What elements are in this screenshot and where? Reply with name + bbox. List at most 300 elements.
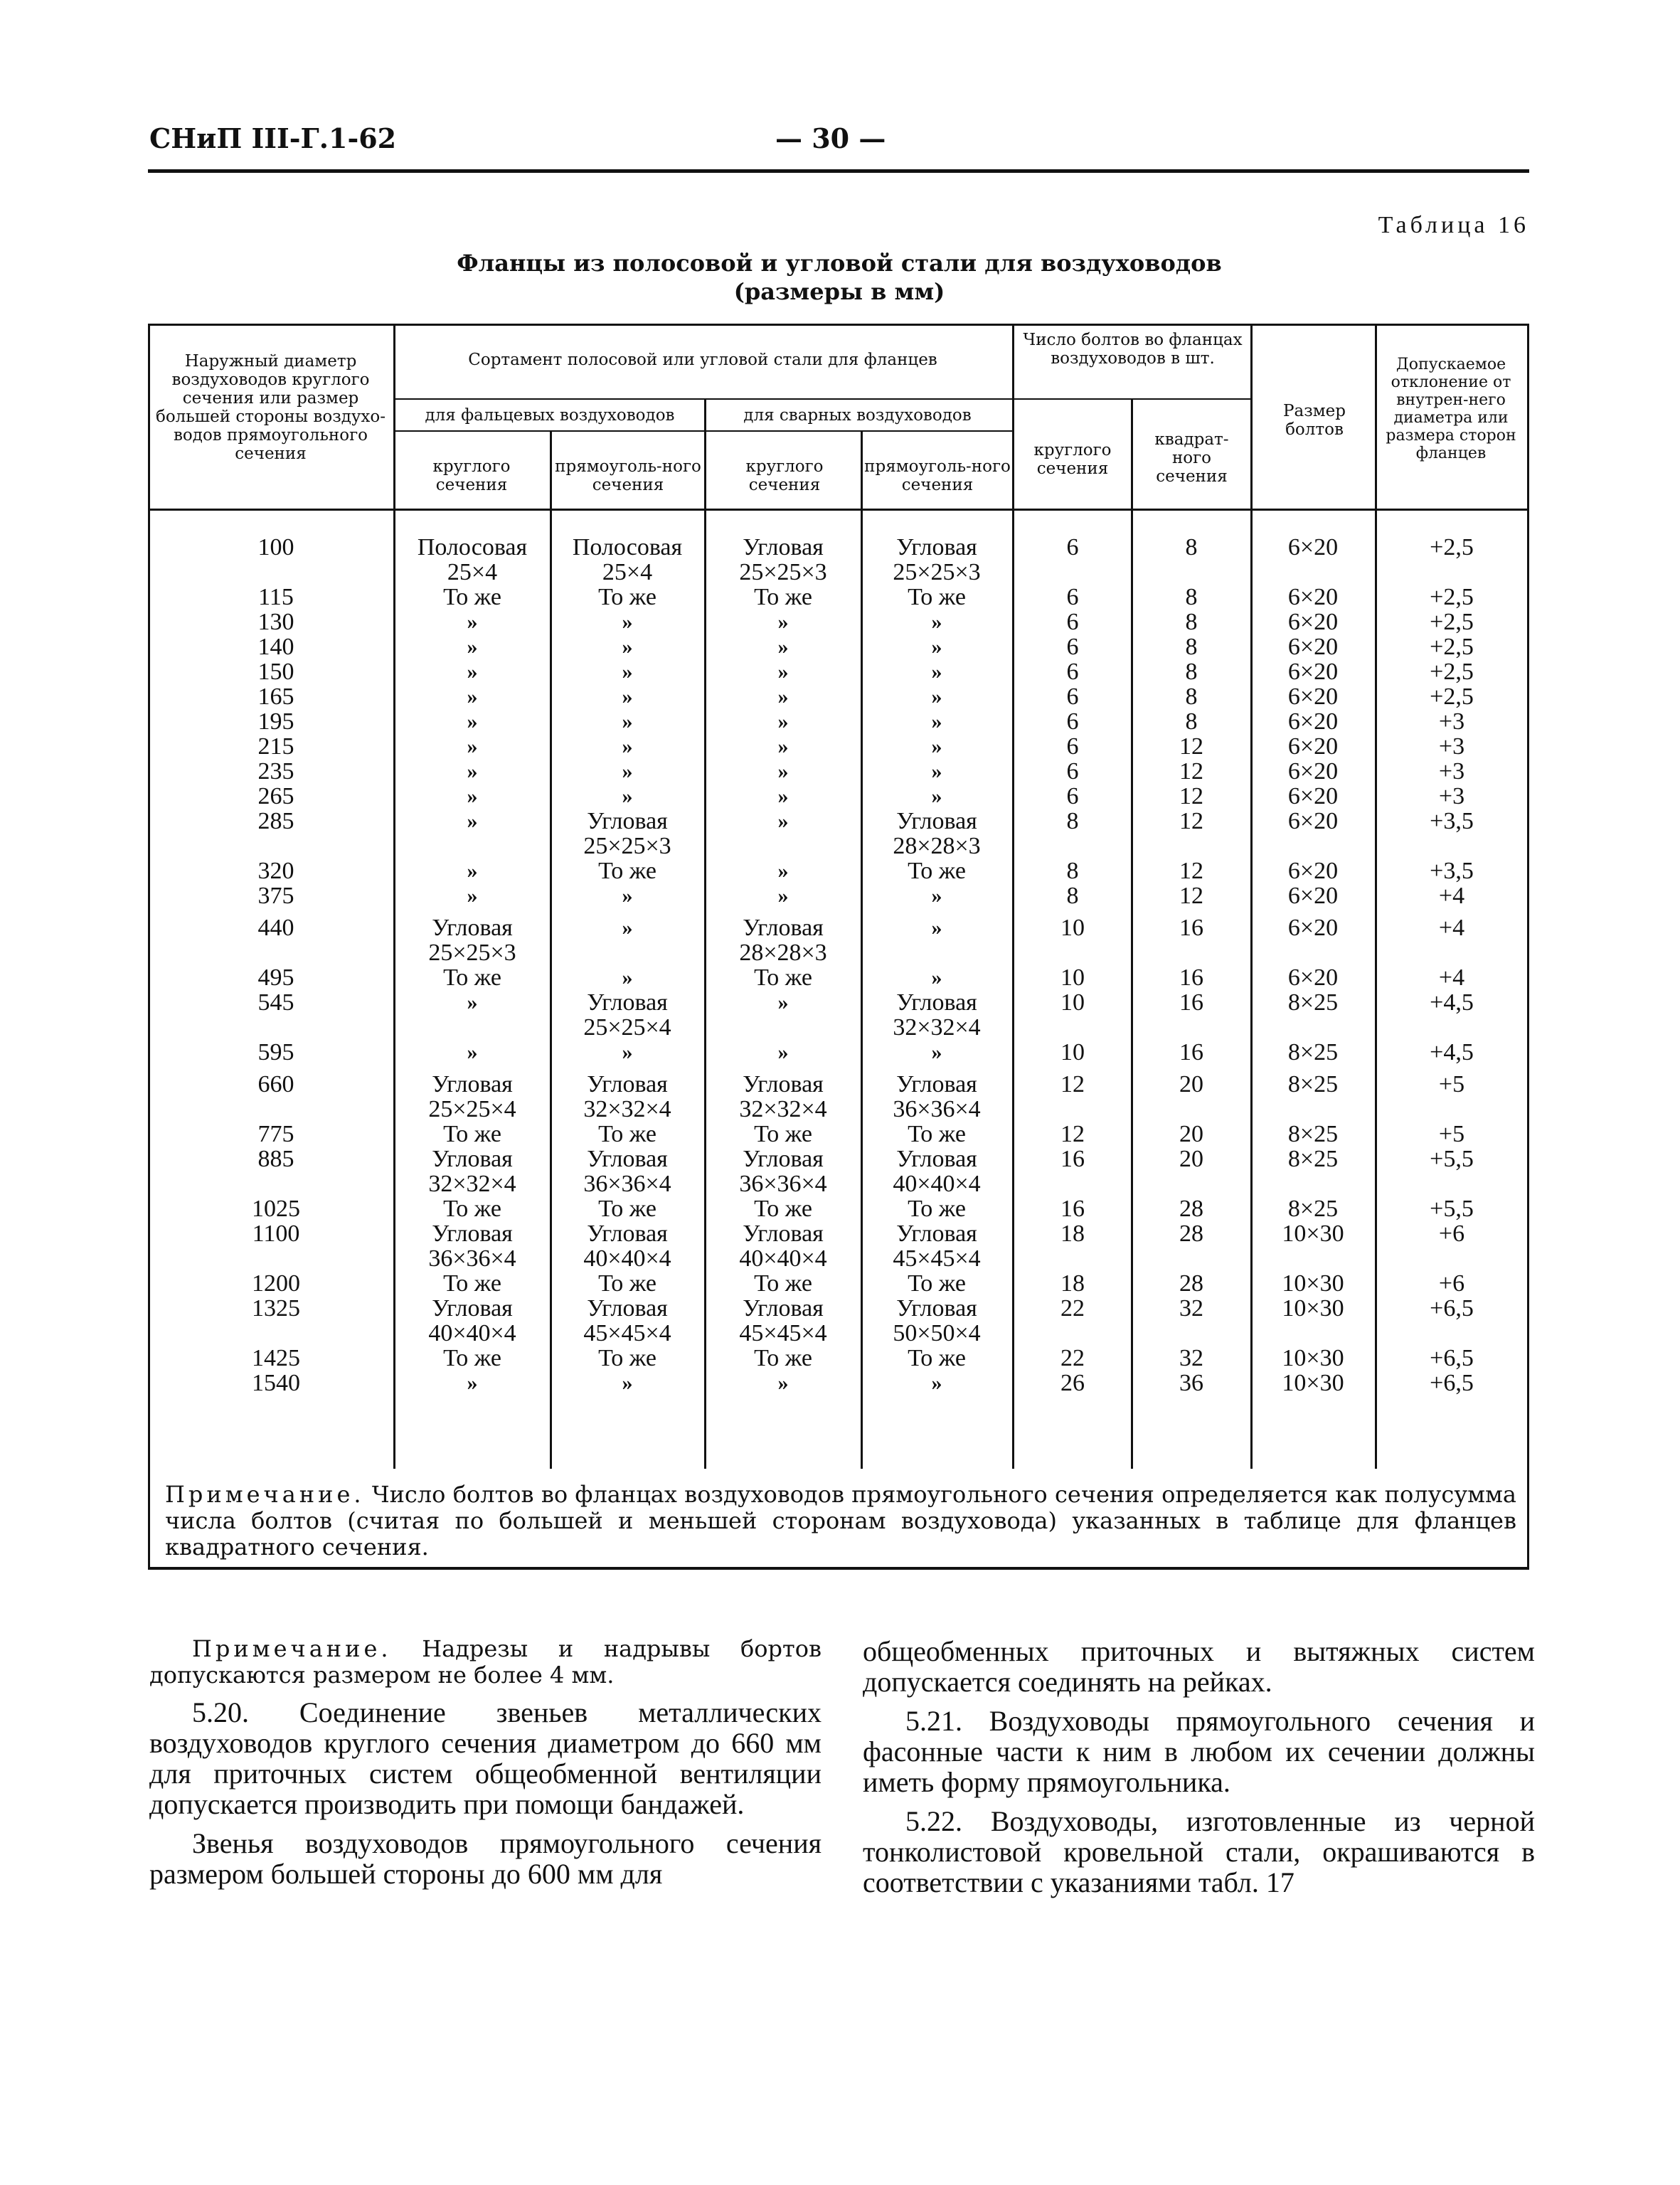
table-cell-d: 130 [257, 609, 294, 635]
table-cell-tol: +4 [1438, 883, 1465, 909]
table-cell-b-size: 45×45×4 [583, 1320, 671, 1346]
table-cell-d: 100 [257, 534, 294, 560]
table-cell-c: То же [754, 1345, 812, 1371]
table-cell-tol: +2,5 [1430, 609, 1474, 635]
table-cell-e: » [931, 1041, 942, 1064]
table-cell-bolt: 8×25 [1287, 989, 1339, 1016]
header-welded: для сварных воздуховодов [743, 406, 972, 425]
table-cell-c: » [777, 884, 789, 908]
table-cell-d: 1100 [252, 1221, 300, 1247]
table-cell-d: 320 [257, 858, 294, 884]
table-cell-b: То же [598, 584, 656, 610]
table-cell-c: » [777, 710, 789, 733]
table-cell-nr: 10 [1060, 964, 1085, 991]
table-note [165, 1482, 1516, 1561]
table-cell-d: 775 [257, 1121, 294, 1147]
table-cell-bolt: 10×30 [1282, 1270, 1344, 1297]
table-cell-tol: +6 [1438, 1270, 1465, 1297]
table-cell-a-size: 36×36×4 [428, 1245, 516, 1272]
table-cell-tol: +6,5 [1430, 1345, 1474, 1371]
table-note-text: Число болтов во фланцах воздуховодов прямоугольного сечения определяется как полусумма числа болтов (считая по большей и меньшей сторонам воздуховода) указанных в таблице для фланцев квадратного сечения. [165, 1481, 1517, 1561]
table-cell-bolt: 6×20 [1287, 634, 1339, 660]
table-cell-c: То же [754, 1121, 812, 1147]
table-cell-e: Угловая [896, 1071, 977, 1097]
page-number: — 30 — [775, 122, 886, 154]
table-cell-nr: 6 [1066, 534, 1079, 560]
col-line-3 [704, 398, 706, 1469]
table-cell-b: » [622, 610, 633, 634]
table-cell-ns: 16 [1179, 915, 1203, 941]
table-cell-d: 1200 [252, 1270, 300, 1297]
table-cell-nr: 6 [1066, 659, 1079, 685]
table-cell-tol: +5,5 [1430, 1196, 1474, 1222]
table-cell-d: 1540 [252, 1370, 300, 1396]
table-cell-c: То же [754, 1270, 812, 1297]
table-cell-d: 150 [257, 659, 294, 685]
table-cell-bolt: 6×20 [1287, 758, 1339, 785]
left-note-text: Надрезы и надрывы бортов допускаются размером не более 4 мм. [149, 1635, 822, 1689]
table-cell-b: Угловая [587, 1221, 668, 1247]
table-cell-e: То же [908, 584, 966, 610]
table-cell-bolt: 8×25 [1287, 1121, 1339, 1147]
table-cell-bolt: 6×20 [1287, 534, 1339, 560]
table-title-line2: (размеры в мм) [733, 278, 945, 305]
table-cell-bolt: 8×25 [1287, 1196, 1339, 1222]
table-cell-d: 885 [257, 1146, 294, 1172]
table-cell-c: » [777, 991, 789, 1014]
table-cell-e-size: 25×25×3 [893, 559, 981, 585]
col-line-6 [1131, 398, 1133, 1469]
table-cell-b: То же [598, 1121, 656, 1147]
table-cell-b: » [622, 1041, 633, 1064]
table-cell-nr: 12 [1060, 1121, 1085, 1147]
table-cell-c: Угловая [743, 534, 824, 560]
table-cell-tol: +5,5 [1430, 1146, 1474, 1172]
table-cell-nr: 22 [1060, 1345, 1085, 1371]
table-cell-e-size: 50×50×4 [893, 1320, 981, 1346]
table-cell-d: 440 [257, 915, 294, 941]
table-cell-d: 195 [257, 708, 294, 735]
table-cell-bolt: 6×20 [1287, 883, 1339, 909]
header-line-assortment [393, 398, 1012, 400]
table-cell-tol: +2,5 [1430, 534, 1474, 560]
table-cell-e: Угловая [896, 808, 977, 834]
table-cell-e: » [931, 735, 942, 758]
table-cell-a: » [467, 660, 478, 684]
table-cell-bolt: 6×20 [1287, 808, 1339, 834]
table-cell-ns: 8 [1185, 609, 1198, 635]
table-cell-ns: 32 [1179, 1295, 1203, 1322]
table-cell-d: 1425 [252, 1345, 300, 1371]
table-cell-e-size: 40×40×4 [893, 1171, 981, 1197]
table-cell-ns: 20 [1179, 1071, 1203, 1097]
table-cell-a: » [467, 710, 478, 733]
table-cell-nr: 8 [1066, 858, 1079, 884]
table-cell-c: Угловая [743, 915, 824, 941]
table-cell-bolt: 6×20 [1287, 964, 1339, 991]
paragraph-rect-links: Звенья воздуховодов прямоугольного сечения размером большей стороны до 600 мм для [149, 1827, 822, 1890]
table-cell-c: » [777, 660, 789, 684]
table-cell-c-size: 36×36×4 [739, 1171, 827, 1197]
table-cell-ns: 20 [1179, 1121, 1203, 1147]
table-cell-tol: +4 [1438, 964, 1465, 991]
table-cell-a: » [467, 760, 478, 783]
table-cell-a: Угловая [432, 1295, 513, 1322]
table-cell-e-size: 32×32×4 [893, 1014, 981, 1041]
table-cell-nr: 26 [1060, 1370, 1085, 1396]
header-bolts-count: Число болтов во фланцах воздуховодов в шт. [1023, 331, 1243, 368]
table-cell-ns: 16 [1179, 1039, 1203, 1065]
table-cell-b: Угловая [587, 1295, 668, 1322]
table-top-line [148, 324, 1529, 326]
header-bolts-square: квадрат-ного сечения [1154, 430, 1229, 486]
table-cell-a: То же [443, 1270, 501, 1297]
table-cell-c: Угловая [743, 1221, 824, 1247]
header-tolerance: Допускаемое отклонение от внутрен-него диаметра или размера сторон фланцев [1386, 356, 1516, 462]
header-rule [148, 169, 1529, 173]
table-cell-b: Угловая [587, 1146, 668, 1172]
table-cell-bolt: 6×20 [1287, 684, 1339, 710]
table-cell-ns: 28 [1179, 1196, 1203, 1222]
table-cell-bolt: 6×20 [1287, 858, 1339, 884]
table-cell-b: » [622, 735, 633, 758]
table-cell-bolt: 10×30 [1282, 1221, 1344, 1247]
table-cell-a: То же [443, 1196, 501, 1222]
table-cell-a-size: 25×25×4 [428, 1096, 516, 1122]
table-cell-tol: +4 [1438, 915, 1465, 941]
table-cell-bolt: 6×20 [1287, 659, 1339, 685]
table-number: Таблица 16 [1378, 212, 1529, 238]
table-header-bottom-line [148, 509, 1529, 511]
table-cell-c: » [777, 685, 789, 708]
table-cell-ns: 16 [1179, 989, 1203, 1016]
table-cell-b: » [622, 685, 633, 708]
table-cell-b: » [622, 1371, 633, 1395]
table-cell-bolt: 8×25 [1287, 1071, 1339, 1097]
table-cell-b: » [622, 760, 633, 783]
header-assortment: Сортамент полосовой или угловой стали для фланцев [468, 351, 937, 369]
table-cell-e: » [931, 1371, 942, 1395]
table-cell-ns: 12 [1179, 858, 1203, 884]
table-cell-e: Угловая [896, 1295, 977, 1322]
table-right-line [1527, 324, 1529, 1568]
header-bolts-round: круглого сечения [1033, 441, 1112, 478]
table-cell-b: То же [598, 1270, 656, 1297]
table-cell-a-size: 40×40×4 [428, 1320, 516, 1346]
table-cell-ns: 16 [1179, 964, 1203, 991]
table-cell-ns: 8 [1185, 584, 1198, 610]
table-cell-bolt: 6×20 [1287, 584, 1339, 610]
table-cell-d: 545 [257, 989, 294, 1016]
table-cell-d: 375 [257, 883, 294, 909]
table-cell-tol: +3 [1438, 758, 1465, 785]
paragraph-5-20: 5.20. Соединение звеньев металлических воздуховодов круглого сечения диаметром до 660 мм для приточных систем общеобменной вентиляции допускается производить при помощи бандажей. [149, 1696, 822, 1820]
table-cell-c: » [777, 859, 789, 883]
table-cell-ns: 12 [1179, 758, 1203, 785]
table-cell-d: 265 [257, 783, 294, 809]
table-cell-nr: 10 [1060, 1039, 1085, 1065]
table-cell-c: » [777, 635, 789, 659]
table-cell-tol: +6 [1438, 1221, 1465, 1247]
table-cell-ns: 12 [1179, 883, 1203, 909]
table-cell-nr: 6 [1066, 733, 1079, 760]
table-cell-a: » [467, 991, 478, 1014]
table-cell-nr: 16 [1060, 1196, 1085, 1222]
table-cell-ns: 8 [1185, 708, 1198, 735]
table-cell-tol: +3 [1438, 733, 1465, 760]
right-column [863, 1636, 1535, 1906]
table-cell-c-size: 25×25×3 [739, 559, 827, 585]
table-cell-b: » [622, 635, 633, 659]
header-diameter: Наружный диаметр воздуховодов круглого сечения или размер большей стороны воздухо-водов прямоугольного сечения [155, 352, 386, 463]
header-rect-folded: прямоуголь-ного сечения [555, 457, 701, 494]
table-cell-d: 215 [257, 733, 294, 760]
table-cell-ns: 28 [1179, 1270, 1203, 1297]
table-cell-d: 1325 [252, 1295, 300, 1322]
table-bottom-rule [148, 1567, 1529, 1570]
table-cell-tol: +2,5 [1430, 659, 1474, 685]
table-cell-tol: +6,5 [1430, 1370, 1474, 1396]
table-cell-b-size: 25×25×3 [583, 833, 671, 859]
header-bolt-size: Размер болтов [1283, 402, 1346, 439]
table-cell-b-size: 36×36×4 [583, 1171, 671, 1197]
table-cell-b: Угловая [587, 808, 668, 834]
table-cell-d: 115 [258, 584, 294, 610]
table-cell-a-size: 25×25×3 [428, 940, 516, 966]
table-cell-a: » [467, 610, 478, 634]
table-cell-tol: +3 [1438, 708, 1465, 735]
table-cell-c: Угловая [743, 1295, 824, 1322]
table-cell-tol: +2,5 [1430, 584, 1474, 610]
table-cell-e: » [931, 966, 942, 989]
table-cell-c-size: 28×28×3 [739, 940, 827, 966]
table-cell-bolt: 10×30 [1282, 1345, 1344, 1371]
table-title [149, 249, 1529, 306]
table-cell-nr: 12 [1060, 1071, 1085, 1097]
table-cell-c: То же [754, 964, 812, 991]
table-cell-c-size: 32×32×4 [739, 1096, 827, 1122]
table-cell-c: То же [754, 1196, 812, 1222]
header-folded: для фальцевых воздуховодов [425, 406, 675, 425]
table-cell-d: 140 [257, 634, 294, 660]
table-cell-d: 595 [257, 1039, 294, 1065]
table-cell-d: 495 [257, 964, 294, 991]
paragraph-continuation: общеобменных приточных и вытяжных систем допускается соединять на рейках. [863, 1635, 1535, 1698]
table-cell-ns: 28 [1179, 1221, 1203, 1247]
table-cell-nr: 18 [1060, 1221, 1085, 1247]
left-column [149, 1636, 822, 1898]
table-cell-ns: 12 [1179, 783, 1203, 809]
table-cell-tol: +3,5 [1430, 808, 1474, 834]
table-cell-tol: +4,5 [1430, 1039, 1474, 1065]
table-cell-c: Угловая [743, 1071, 824, 1097]
table-left-line [148, 324, 150, 1568]
table-cell-tol: +5 [1438, 1121, 1465, 1147]
table-cell-c: » [777, 785, 789, 808]
table-cell-a: То же [443, 584, 501, 610]
table-cell-d: 235 [257, 758, 294, 785]
table-cell-bolt: 6×20 [1287, 708, 1339, 735]
table-cell-e: » [931, 760, 942, 783]
table-cell-e: Угловая [896, 989, 977, 1016]
table-cell-bolt: 8×25 [1287, 1146, 1339, 1172]
table-cell-e: Угловая [896, 1221, 977, 1247]
table-cell-a-size: 32×32×4 [428, 1171, 516, 1197]
table-cell-d: 660 [257, 1071, 294, 1097]
table-cell-e: » [931, 660, 942, 684]
col-line-1 [393, 324, 395, 1469]
table-cell-nr: 8 [1066, 808, 1079, 834]
table-cell-nr: 10 [1060, 915, 1085, 941]
table-cell-b-size: 40×40×4 [583, 1245, 671, 1272]
table-cell-c: » [777, 760, 789, 783]
table-cell-b: » [622, 916, 633, 940]
table-cell-nr: 6 [1066, 708, 1079, 735]
table-cell-tol: +3,5 [1430, 858, 1474, 884]
table-cell-nr: 18 [1060, 1270, 1085, 1297]
table-cell-c: » [777, 1371, 789, 1395]
table-cell-b: » [622, 710, 633, 733]
table-cell-e: То же [908, 858, 966, 884]
table-cell-a: » [467, 859, 478, 883]
table-cell-nr: 10 [1060, 989, 1085, 1016]
table-cell-d: 1025 [252, 1196, 300, 1222]
col-line-5 [1012, 324, 1014, 1469]
table-cell-a: » [467, 809, 478, 833]
table-cell-bolt: 6×20 [1287, 609, 1339, 635]
table-cell-a: » [467, 635, 478, 659]
table-cell-nr: 6 [1066, 783, 1079, 809]
left-note-label: Примечание. [192, 1635, 392, 1662]
table-cell-bolt: 10×30 [1282, 1370, 1344, 1396]
table-cell-a: То же [443, 1345, 501, 1371]
table-cell-ns: 12 [1179, 733, 1203, 760]
table-cell-a: » [467, 1371, 478, 1395]
header-line-subtypes [393, 430, 1012, 432]
table-cell-bolt: 6×20 [1287, 733, 1339, 760]
table-cell-e: То же [908, 1196, 966, 1222]
table-cell-e: То же [908, 1345, 966, 1371]
table-cell-b-size: 32×32×4 [583, 1096, 671, 1122]
table-cell-a-size: 25×4 [447, 559, 498, 585]
table-cell-b-size: 25×25×4 [583, 1014, 671, 1041]
table-cell-nr: 8 [1066, 883, 1079, 909]
table-cell-nr: 6 [1066, 758, 1079, 785]
table-cell-a: » [467, 884, 478, 908]
table-cell-b: » [622, 660, 633, 684]
table-cell-c: Угловая [743, 1146, 824, 1172]
table-title-line1: Фланцы из полосовой и угловой стали для воздуховодов [457, 250, 1222, 277]
table-cell-a: То же [443, 964, 501, 991]
table-cell-bolt: 6×20 [1287, 783, 1339, 809]
table-cell-ns: 8 [1185, 534, 1198, 560]
table-cell-tol: +3 [1438, 783, 1465, 809]
table-cell-e: То же [908, 1270, 966, 1297]
table-cell-nr: 6 [1066, 609, 1079, 635]
table-cell-ns: 20 [1179, 1146, 1203, 1172]
table-cell-d: 165 [257, 684, 294, 710]
table-cell-b: » [622, 785, 633, 808]
table-cell-a: Полосовая [417, 534, 528, 560]
table-cell-a: » [467, 1041, 478, 1064]
table-cell-c: » [777, 1041, 789, 1064]
table-cell-a: » [467, 785, 478, 808]
table-cell-ns: 8 [1185, 684, 1198, 710]
table-cell-e-size: 28×28×3 [893, 833, 981, 859]
table-cell-e: » [931, 785, 942, 808]
table-cell-a: То же [443, 1121, 501, 1147]
table-cell-e: » [931, 916, 942, 940]
flange-table [148, 324, 1529, 1572]
table-cell-tol: +5 [1438, 1071, 1465, 1097]
table-cell-d: 285 [257, 808, 294, 834]
table-cell-tol: +2,5 [1430, 634, 1474, 660]
table-cell-c: То же [754, 584, 812, 610]
table-cell-bolt: 8×25 [1287, 1039, 1339, 1065]
table-cell-a: » [467, 685, 478, 708]
table-cell-e: » [931, 610, 942, 634]
table-cell-a: Угловая [432, 1221, 513, 1247]
table-cell-ns: 8 [1185, 634, 1198, 660]
table-cell-a: Угловая [432, 915, 513, 941]
table-cell-c: » [777, 735, 789, 758]
table-cell-b: То же [598, 1345, 656, 1371]
table-cell-b: Угловая [587, 989, 668, 1016]
table-cell-e: » [931, 685, 942, 708]
table-cell-b: Угловая [587, 1071, 668, 1097]
table-cell-bolt: 6×20 [1287, 915, 1339, 941]
table-cell-c: » [777, 809, 789, 833]
table-cell-bolt: 10×30 [1282, 1295, 1344, 1322]
table-cell-e-size: 36×36×4 [893, 1096, 981, 1122]
paragraph-5-21: 5.21. Воздуховоды прямоугольного сечения и фасонные части к ним в любом их сечении должны иметь форму прямоугольника. [863, 1705, 1535, 1798]
table-cell-c: » [777, 610, 789, 634]
header-round-folded: круглого сечения [432, 457, 511, 494]
table-cell-nr: 22 [1060, 1295, 1085, 1322]
table-note-label: Примечание. [165, 1481, 365, 1508]
table-cell-ns: 8 [1185, 659, 1198, 685]
table-cell-e: » [931, 710, 942, 733]
table-cell-tol: +2,5 [1430, 684, 1474, 710]
table-cell-b: » [622, 884, 633, 908]
table-cell-e: То же [908, 1121, 966, 1147]
left-note [149, 1636, 822, 1689]
table-cell-nr: 16 [1060, 1146, 1085, 1172]
table-cell-b: То же [598, 858, 656, 884]
table-cell-b: То же [598, 1196, 656, 1222]
table-cell-e: » [931, 635, 942, 659]
table-cell-a: » [467, 735, 478, 758]
table-cell-b: » [622, 966, 633, 989]
table-cell-ns: 36 [1179, 1370, 1203, 1396]
table-cell-b: Полосовая [572, 534, 683, 560]
table-cell-c-size: 40×40×4 [739, 1245, 827, 1272]
table-cell-e: » [931, 884, 942, 908]
table-cell-tol: +4,5 [1430, 989, 1474, 1016]
table-cell-nr: 6 [1066, 684, 1079, 710]
table-cell-ns: 32 [1179, 1345, 1203, 1371]
document-code: СНиП III-Г.1-62 [149, 122, 397, 154]
header-rect-welded: прямоуголь-ного сечения [864, 457, 1011, 494]
table-cell-a: Угловая [432, 1071, 513, 1097]
table-cell-e-size: 45×45×4 [893, 1245, 981, 1272]
table-cell-tol: +6,5 [1430, 1295, 1474, 1322]
table-cell-e: Угловая [896, 1146, 977, 1172]
header-round-welded: круглого сечения [745, 457, 824, 494]
table-cell-c-size: 45×45×4 [739, 1320, 827, 1346]
table-cell-b-size: 25×4 [602, 559, 653, 585]
table-cell-nr: 6 [1066, 634, 1079, 660]
